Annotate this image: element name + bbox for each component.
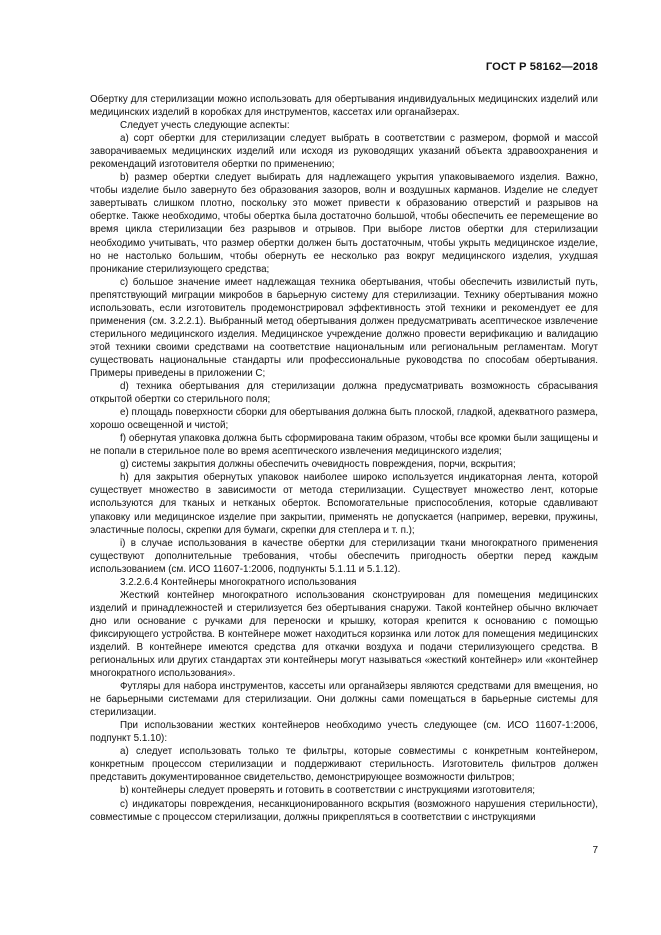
paragraph: Жесткий контейнер многократного использования сконструирован для помещения медицинских изделий и принадлежностей и стерилизуется без обертывания снаружи. Такой контейнер обычно включает дно или основание с ручками для переноски и крышку, которая крепится к основанию с помощью фиксирующего устройства. В контейнере может находиться корзинка или лоток для помещения медицинских изделий. В контейнере имеются средства для откачки воздуха и подачи стерилизующего средства. В региональных или других стандартах эти контейнеры могут называться «жесткий контейнер» или «контейнер многократного использования». bbox=[90, 589, 598, 680]
paragraph: Футляры для набора инструментов, кассеты или органайзеры являются средствами для вмещения, но не барьерными системами для стерилизации. Они должны сами помещаться в барьерные системы для стерилизации. bbox=[90, 681, 598, 719]
document-body bbox=[90, 93, 598, 824]
list-item: h) для закрытия обернутых упаковок наиболее широко используется индикаторная лента, которой существует множество в зависимости от метода стерилизации. Существует множество лент, которые используются для тканых и нетканых оберток. Вспомогательные приспособления, которые сдавливают упаковку или медицинское изделие при закрытии, применять не допускается (например, веревки, пружины, эластичные полосы, скрепки для бумаги, скрепки для степлера и т. п.); bbox=[90, 472, 598, 536]
paragraph: Обертку для стерилизации можно использовать для обертывания индивидуальных медицинских изделий или медицинских изделий в коробках для инструментов, кассетах или органайзерах. bbox=[90, 94, 598, 119]
list-item: g) системы закрытия должны обеспечить очевидность повреждения, порчи, вскрытия; bbox=[120, 459, 516, 471]
list-item: b) размер обертки следует выбирать для надлежащего укрытия упаковываемого изделия. Важно, чтобы изделие было завернуто без образования зазоров, волн и воздушных карманов. Изделие не следует завертывать слишком плотно, поскольку это может привести к образованию отверстий и разрывов на обертке. Также необходимо, чтобы обертка была достаточно большой, чтобы обеспечить ее перемещение во время цикла стерилизации без разрывов и отрывов. При выборе листов обертки для стерилизации необходимо учитывать, что размер обертки должен быть достаточным, чтобы укрыть медицинское изделие, но не настолько большим, чтобы обернуть ее несколько раз вокруг медицинского изделия, ухудшая проникание стерилизующего средства; bbox=[90, 172, 598, 275]
page-number: 7 bbox=[592, 845, 598, 856]
list-item: d) техника обертывания для стерилизации должна предусматривать возможность сбрасывания открытой обертки со стерильного поля; bbox=[90, 381, 598, 406]
list-item: e) площадь поверхности сборки для обертывания должна быть плоской, гладкой, адекватного размера, хорошо освещенной и чистой; bbox=[90, 407, 598, 432]
list-item: a) следует использовать только те фильтры, которые совместимы с конкретным контейнером, конкретным процессом стерилизации и поддерживают стерильность. Изготовитель фильтров должен представить документированное свидетельство, демонстрирующее возможности фильтров; bbox=[90, 746, 598, 784]
list-item: c) большое значение имеет надлежащая техника обертывания, чтобы обеспечить извилистый путь, препятствующий миграции микробов в барьерную систему для стерилизации. Технику обертывания можно использовать, если изготовитель продемонстрировал эффективность этой техники и рекомендует ее для применения (см. 3.2.2.1). Выбранный метод обертывания должен предусматривать асептическое извлечение стерильного медицинского изделия. Медицинское учреждение должно провести верификацию и валидацию этой техники своими средствами на соответствие национальным или региональным регламентам. Могут существовать национальные стандарты или профессиональные руководства по способам обертывания. Примеры приведены в приложении С; bbox=[90, 276, 598, 379]
list-item: a) сорт обертки для стерилизации следует выбрать в соответствии с размером, формой и массой заворачиваемых медицинских изделий или исходя из руководящих указаний объекта здравоохранения и рекомендаций изготовителя обертки по применению; bbox=[90, 133, 598, 171]
list-item: i) в случае использования в качестве обертки для стерилизации ткани многократного применения существуют дополнительные требования, чтобы обеспечить пригодность обертки перед каждым использованием (см. ИСО 11607-1:2006, подпункты 5.1.11 и 5.1.12). bbox=[90, 537, 598, 575]
list-item: c) индикаторы повреждения, несанкционированного вскрытия (возможного нарушения стерильности), совместимые с процессом стерилизации, должны прикрепляться в соответствии с инструкциями bbox=[90, 798, 598, 823]
paragraph: При использовании жестких контейнеров необходимо учесть следующее (см. ИСО 11607-1:2006, подпункт 5.1.10): bbox=[90, 720, 598, 745]
paragraph: Следует учесть следующие аспекты: bbox=[120, 120, 290, 132]
list-item: f) обернутая упаковка должна быть сформирована таким образом, чтобы все кромки были защищены и не попали в стерильное поле во время асептического извлечения медицинского изделия; bbox=[90, 433, 598, 458]
list-item: b) контейнеры следует проверять и готовить в соответствии с инструкциями изготовителя; bbox=[120, 785, 536, 797]
standard-code-header: ГОСТ Р 58162—2018 bbox=[485, 61, 598, 73]
section-heading: 3.2.2.6.4 Контейнеры многократного использования bbox=[120, 576, 357, 588]
